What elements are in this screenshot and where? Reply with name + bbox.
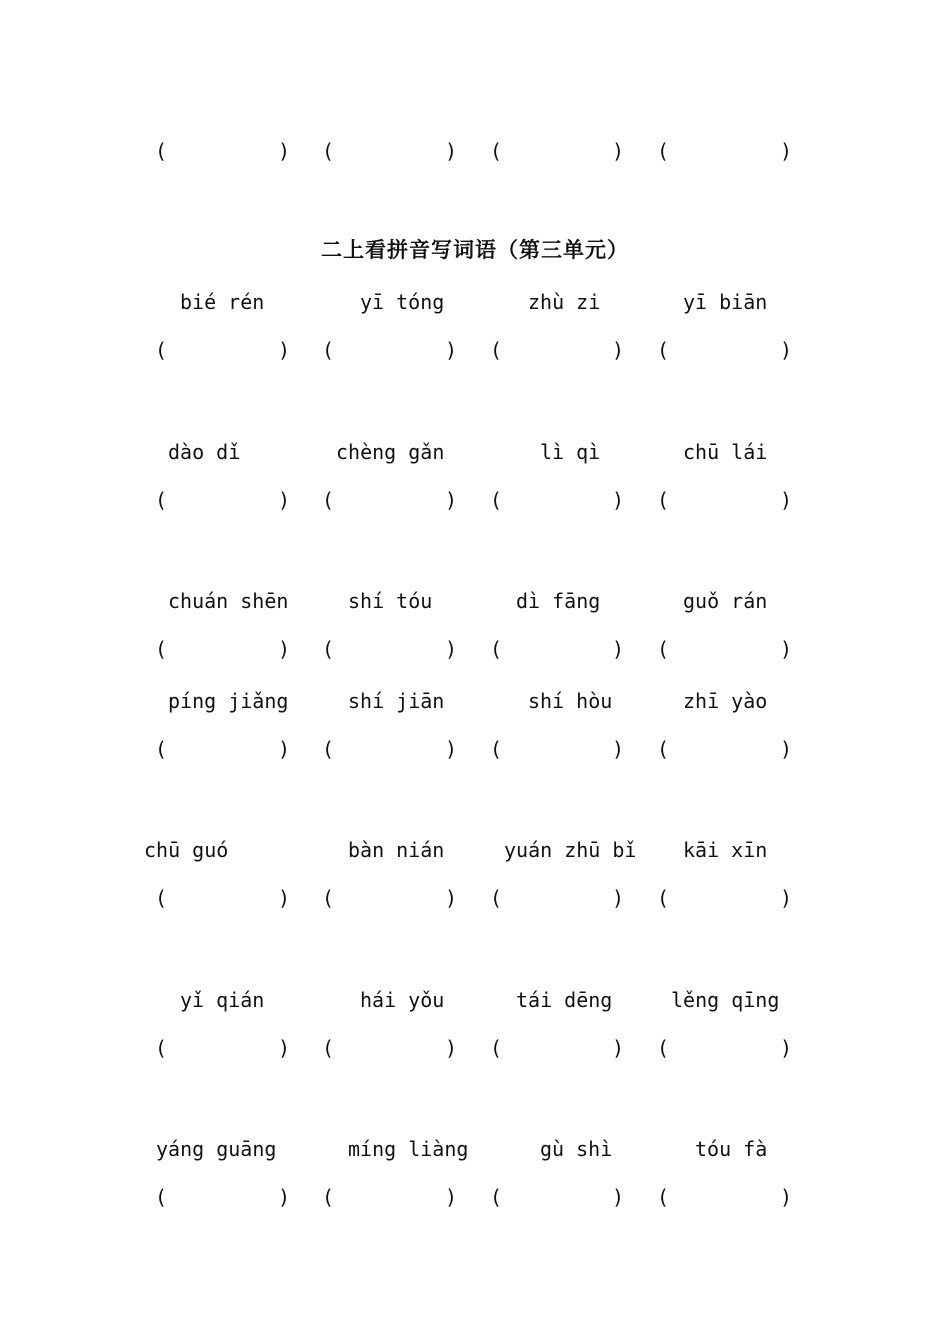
answer-blank-open-paren[interactable]: ( <box>657 637 670 661</box>
answer-blank-open-paren[interactable]: ( <box>490 886 503 910</box>
answer-blank-open-paren[interactable]: ( <box>490 737 503 761</box>
answer-blank-open-paren[interactable]: ( <box>490 338 503 362</box>
answer-blank-open-paren[interactable]: ( <box>155 488 168 512</box>
answer-blank-close-paren[interactable]: ) <box>278 637 291 661</box>
answer-blank-open-paren[interactable]: ( <box>657 737 670 761</box>
answer-blank-close-paren[interactable]: ) <box>445 886 458 910</box>
answer-blank-close-paren[interactable]: ) <box>612 1185 625 1209</box>
answer-blank-row <box>0 637 950 667</box>
answer-blank-open-paren[interactable]: ( <box>490 1185 503 1209</box>
answer-blank-close-paren[interactable]: ) <box>278 488 291 512</box>
top-answer-blank-row <box>0 139 950 169</box>
answer-blank-close-paren[interactable]: ) <box>278 338 291 362</box>
answer-blank-open-paren[interactable]: ( <box>490 637 503 661</box>
answer-blank-open-paren[interactable]: ( <box>657 886 670 910</box>
pinyin-word: chèng gǎn <box>336 440 445 464</box>
answer-blank-close-paren[interactable]: ) <box>612 737 625 761</box>
answer-blank-open-paren[interactable]: ( <box>155 1036 168 1060</box>
worksheet-title: 二上看拼音写词语（第三单元） <box>321 238 629 262</box>
answer-blank-close-paren[interactable]: ) <box>445 1036 458 1060</box>
answer-blank-close-paren[interactable]: ) <box>780 886 793 910</box>
answer-blank-open-paren[interactable]: ( <box>155 886 168 910</box>
answer-blank-close-paren[interactable]: ) <box>780 488 793 512</box>
pinyin-row <box>0 589 950 619</box>
answer-blank-close-paren[interactable]: ) <box>278 886 291 910</box>
answer-blank-open-paren[interactable]: ( <box>657 139 670 163</box>
answer-blank-open-paren[interactable]: ( <box>322 488 335 512</box>
answer-blank-close-paren[interactable]: ) <box>445 637 458 661</box>
answer-blank-open-paren[interactable]: ( <box>155 139 168 163</box>
answer-blank-close-paren[interactable]: ) <box>780 1185 793 1209</box>
pinyin-word: shí jiān <box>348 689 445 713</box>
pinyin-word: chū lái <box>683 440 768 464</box>
answer-blank-open-paren[interactable]: ( <box>490 139 503 163</box>
answer-blank-open-paren[interactable]: ( <box>322 886 335 910</box>
answer-blank-row <box>0 737 950 767</box>
pinyin-word: chuán shēn <box>168 589 289 613</box>
answer-blank-row <box>0 886 950 916</box>
answer-blank-close-paren[interactable]: ) <box>445 1185 458 1209</box>
answer-blank-close-paren[interactable]: ) <box>278 1036 291 1060</box>
answer-blank-close-paren[interactable]: ) <box>780 338 793 362</box>
answer-blank-close-paren[interactable]: ) <box>612 886 625 910</box>
answer-blank-open-paren[interactable]: ( <box>322 737 335 761</box>
answer-blank-close-paren[interactable]: ) <box>612 637 625 661</box>
pinyin-word: yáng guāng <box>156 1137 277 1161</box>
pinyin-word: yī biān <box>683 290 768 314</box>
answer-blank-open-paren[interactable]: ( <box>322 637 335 661</box>
pinyin-word: yī tóng <box>360 290 445 314</box>
answer-blank-row <box>0 1185 950 1215</box>
pinyin-word: zhù zi <box>528 290 601 314</box>
answer-blank-close-paren[interactable]: ) <box>780 737 793 761</box>
pinyin-word: guǒ rán <box>683 589 768 613</box>
answer-blank-close-paren[interactable]: ) <box>612 338 625 362</box>
answer-blank-close-paren[interactable]: ) <box>278 737 291 761</box>
answer-blank-close-paren[interactable]: ) <box>445 139 458 163</box>
pinyin-word: lěng qīng <box>671 988 780 1012</box>
answer-blank-close-paren[interactable]: ) <box>278 1185 291 1209</box>
pinyin-word: lì qì <box>540 440 601 464</box>
answer-blank-close-paren[interactable]: ) <box>780 637 793 661</box>
pinyin-word: zhī yào <box>683 689 768 713</box>
answer-blank-row <box>0 338 950 368</box>
answer-blank-close-paren[interactable]: ) <box>445 737 458 761</box>
answer-blank-close-paren[interactable]: ) <box>612 139 625 163</box>
pinyin-word: shí hòu <box>528 689 613 713</box>
pinyin-word: bié rén <box>180 290 265 314</box>
pinyin-row <box>0 689 950 719</box>
answer-blank-close-paren[interactable]: ) <box>445 338 458 362</box>
pinyin-word: hái yǒu <box>360 988 445 1012</box>
pinyin-row <box>0 1137 950 1167</box>
answer-blank-open-paren[interactable]: ( <box>322 1185 335 1209</box>
answer-blank-close-paren[interactable]: ) <box>612 488 625 512</box>
pinyin-word: kāi xīn <box>683 838 768 862</box>
answer-blank-close-paren[interactable]: ) <box>278 139 291 163</box>
answer-blank-open-paren[interactable]: ( <box>490 1036 503 1060</box>
pinyin-word: yǐ qián <box>180 988 265 1012</box>
answer-blank-close-paren[interactable]: ) <box>612 1036 625 1060</box>
pinyin-word: dào dǐ <box>168 440 241 464</box>
pinyin-word: píng jiǎng <box>168 689 289 713</box>
pinyin-row <box>0 838 950 868</box>
pinyin-word: yuán zhū bǐ <box>504 838 637 862</box>
answer-blank-open-paren[interactable]: ( <box>657 1036 670 1060</box>
answer-blank-open-paren[interactable]: ( <box>155 338 168 362</box>
answer-blank-open-paren[interactable]: ( <box>322 139 335 163</box>
answer-blank-open-paren[interactable]: ( <box>322 1036 335 1060</box>
answer-blank-open-paren[interactable]: ( <box>657 1185 670 1209</box>
answer-blank-close-paren[interactable]: ) <box>780 139 793 163</box>
answer-blank-row <box>0 1036 950 1066</box>
answer-blank-open-paren[interactable]: ( <box>155 1185 168 1209</box>
answer-blank-row <box>0 488 950 518</box>
answer-blank-open-paren[interactable]: ( <box>657 338 670 362</box>
pinyin-word: chū guó <box>144 838 229 862</box>
pinyin-word: gù shì <box>540 1137 613 1161</box>
answer-blank-close-paren[interactable]: ) <box>445 488 458 512</box>
answer-blank-open-paren[interactable]: ( <box>155 637 168 661</box>
pinyin-row <box>0 440 950 470</box>
pinyin-row <box>0 290 950 320</box>
pinyin-row <box>0 988 950 1018</box>
answer-blank-close-paren[interactable]: ) <box>780 1036 793 1060</box>
answer-blank-open-paren[interactable]: ( <box>322 338 335 362</box>
pinyin-word: tóu fà <box>695 1137 768 1161</box>
pinyin-word: bàn nián <box>348 838 445 862</box>
answer-blank-open-paren[interactable]: ( <box>155 737 168 761</box>
answer-blank-open-paren[interactable]: ( <box>657 488 670 512</box>
pinyin-word: tái dēng <box>516 988 613 1012</box>
pinyin-word: míng liàng <box>348 1137 469 1161</box>
pinyin-word: shí tóu <box>348 589 433 613</box>
pinyin-word: dì fāng <box>516 589 601 613</box>
answer-blank-open-paren[interactable]: ( <box>490 488 503 512</box>
